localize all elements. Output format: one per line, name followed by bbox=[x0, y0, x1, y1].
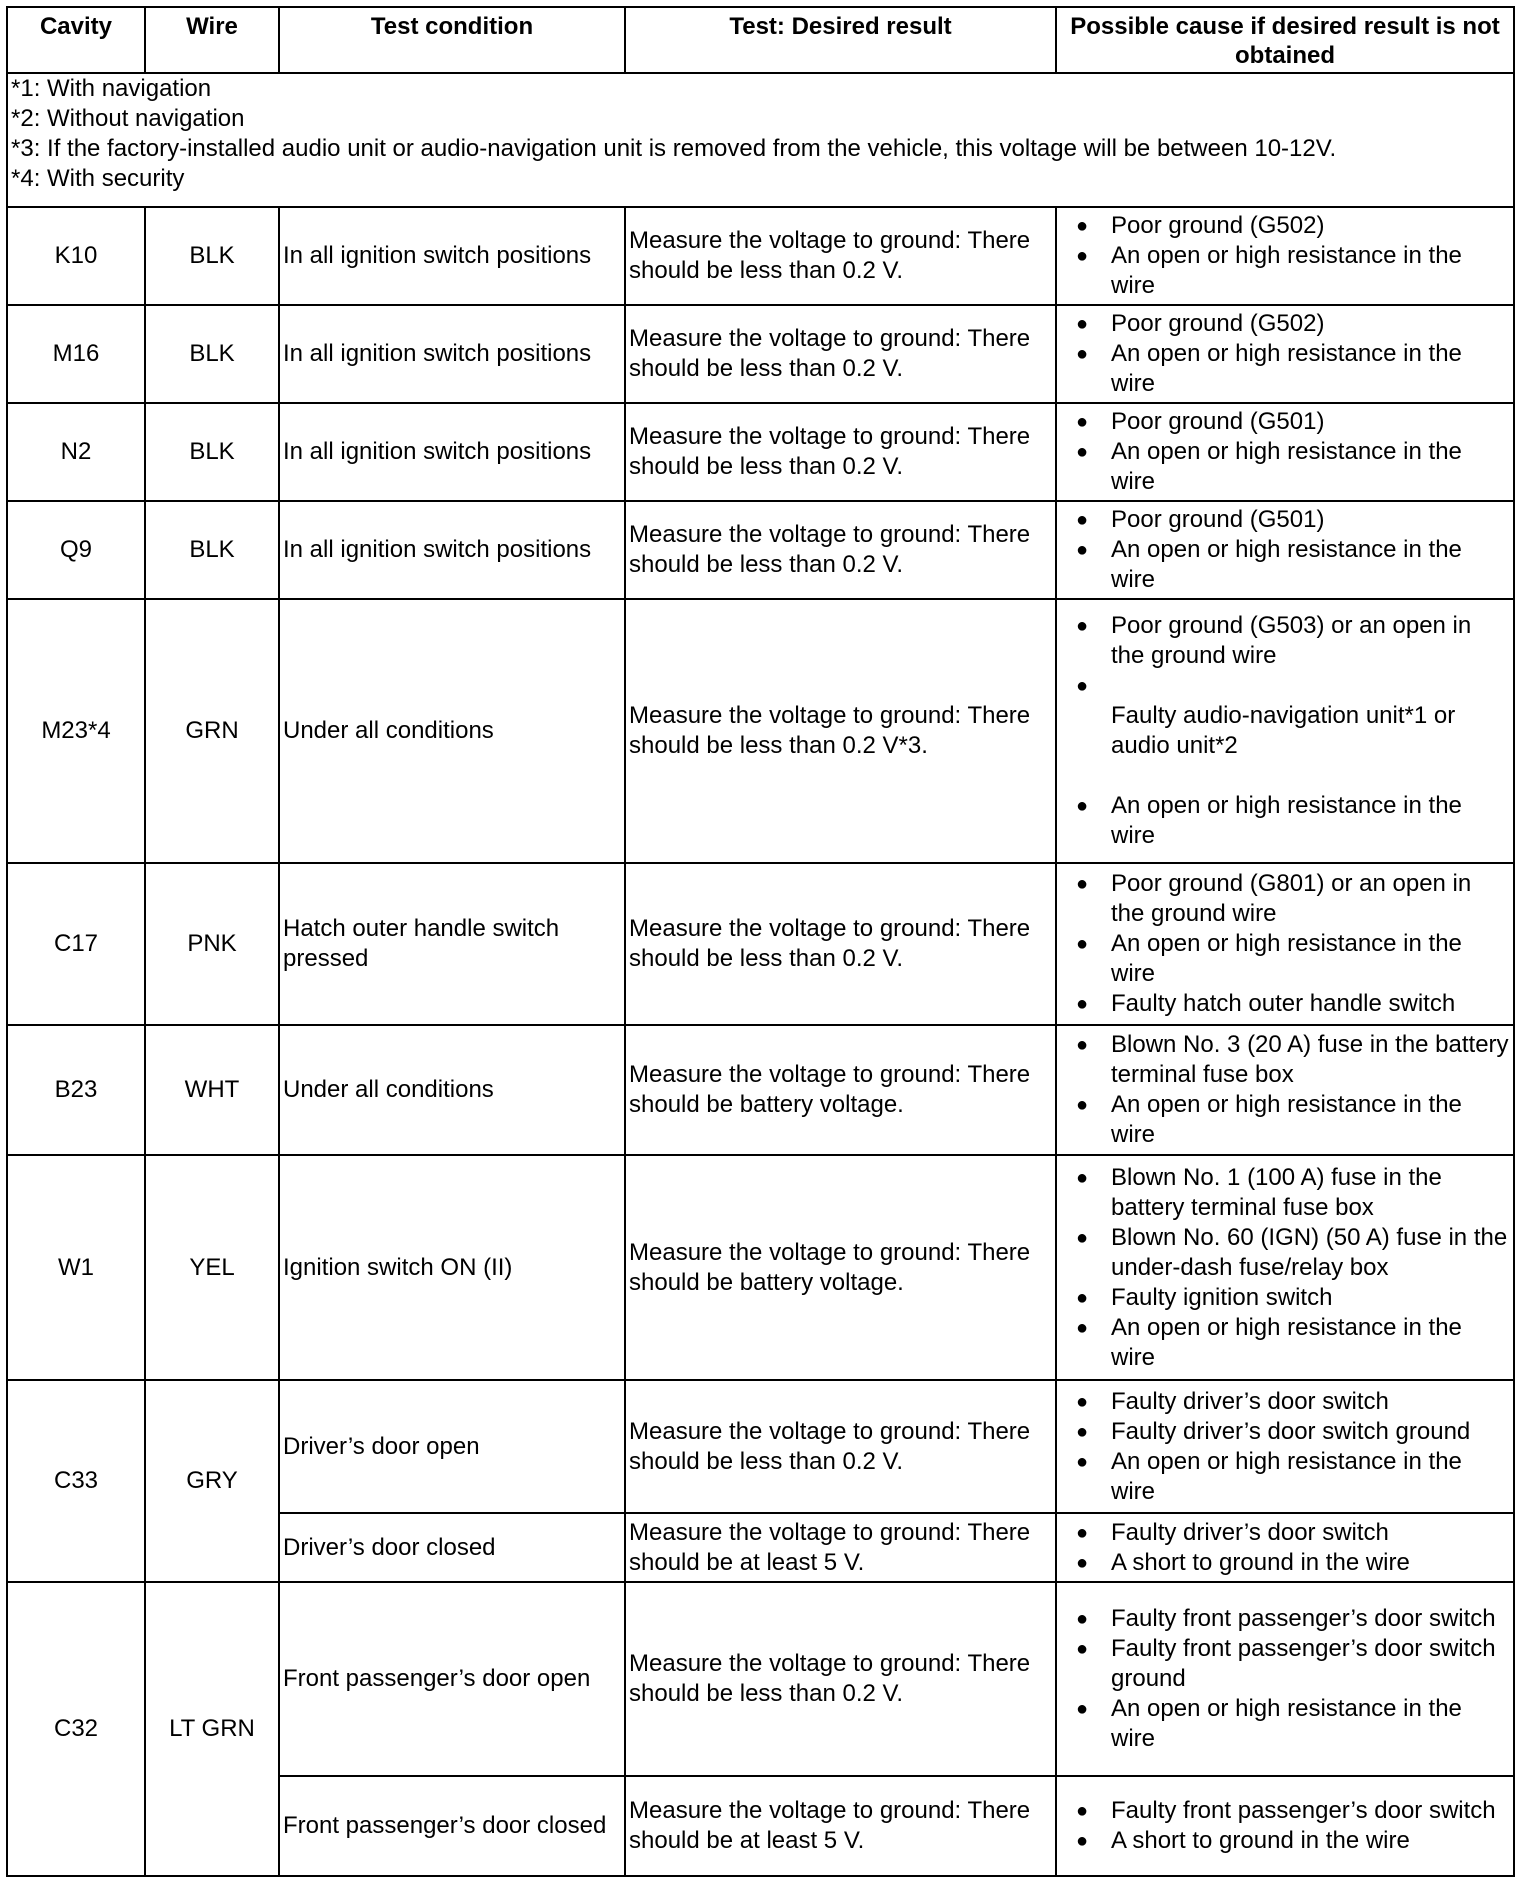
cause-list bbox=[1060, 1604, 1510, 1754]
cause-item: ● An open or high resistance in the wire bbox=[1074, 437, 1510, 497]
wire-cell: GRY bbox=[145, 1380, 279, 1582]
footnote-1: *1: With navigation bbox=[11, 75, 212, 102]
table-row bbox=[7, 1025, 1514, 1155]
cause-item: ● A short to ground in the wire bbox=[1074, 1826, 1510, 1856]
result-cell: Measure the voltage to ground: There should be less than 0.2 V. bbox=[625, 501, 1056, 599]
document-page bbox=[6, 6, 1513, 1877]
cause-item: ● Poor ground (G502) bbox=[1074, 309, 1510, 339]
cause-item: ● Blown No. 3 (20 A) fuse in the battery terminal fuse box bbox=[1074, 1030, 1510, 1090]
cavity-cell: K10 bbox=[7, 207, 145, 305]
notes-row bbox=[7, 73, 1514, 207]
table-row bbox=[7, 863, 1514, 1025]
cause-item-text: Faulty audio-navigation unit*1 or audio unit*2 bbox=[1111, 702, 1456, 759]
table-row bbox=[7, 599, 1514, 863]
troubleshooting-table bbox=[6, 6, 1515, 1877]
cavity-cell: C32 bbox=[7, 1582, 145, 1876]
cause-cell bbox=[1056, 403, 1514, 501]
header-cavity: Cavity bbox=[7, 7, 145, 73]
condition-cell: Under all conditions bbox=[279, 599, 625, 863]
condition-cell: Front passenger’s door closed bbox=[279, 1776, 625, 1876]
cause-cell bbox=[1056, 207, 1514, 305]
condition-cell: Driver’s door closed bbox=[279, 1513, 625, 1582]
wire-cell: BLK bbox=[145, 501, 279, 599]
cause-item: ● An open or high resistance in the wire bbox=[1074, 1694, 1510, 1754]
condition-cell: In all ignition switch positions bbox=[279, 207, 625, 305]
cause-item: ● Faulty driver’s door switch ground bbox=[1074, 1417, 1510, 1447]
wire-cell: YEL bbox=[145, 1155, 279, 1380]
cause-list bbox=[1060, 611, 1510, 851]
cavity-cell: B23 bbox=[7, 1025, 145, 1155]
result-cell: Measure the voltage to ground: There should be less than 0.2 V. bbox=[625, 1582, 1056, 1776]
cause-item: ● Poor ground (G502) bbox=[1074, 211, 1510, 241]
cause-cell bbox=[1056, 1776, 1514, 1876]
cause-list bbox=[1060, 309, 1510, 399]
condition-cell: Under all conditions bbox=[279, 1025, 625, 1155]
condition-cell: Driver’s door open bbox=[279, 1380, 625, 1513]
table-row bbox=[7, 207, 1514, 305]
header-wire: Wire bbox=[145, 7, 279, 73]
wire-cell: PNK bbox=[145, 863, 279, 1025]
cause-cell bbox=[1056, 1582, 1514, 1776]
cause-item: ● Poor ground (G501) bbox=[1074, 407, 1510, 437]
cause-item: ● Faulty driver’s door switch bbox=[1074, 1518, 1510, 1548]
cavity-cell: C33 bbox=[7, 1380, 145, 1582]
cause-item: ● An open or high resistance in the wire bbox=[1074, 1090, 1510, 1150]
result-cell: Measure the voltage to ground: There should be at least 5 V. bbox=[625, 1513, 1056, 1582]
cause-item: ● Faulty driver’s door switch bbox=[1074, 1387, 1510, 1417]
cause-list bbox=[1060, 1387, 1510, 1507]
wire-cell: BLK bbox=[145, 207, 279, 305]
cause-item: ● Faulty front passenger’s door switch bbox=[1074, 1796, 1510, 1826]
footnote-4: *4: With security bbox=[11, 165, 185, 192]
result-cell: Measure the voltage to ground: There should be less than 0.2 V. bbox=[625, 403, 1056, 501]
table-row bbox=[7, 1380, 1514, 1513]
cause-list bbox=[1060, 211, 1510, 301]
cause-list bbox=[1060, 407, 1510, 497]
cause-cell bbox=[1056, 1380, 1514, 1513]
result-cell: Measure the voltage to ground: There should be less than 0.2 V. bbox=[625, 863, 1056, 1025]
condition-cell: Hatch outer handle switch pressed bbox=[279, 863, 625, 1025]
cause-item: ● Blown No. 60 (IGN) (50 A) fuse in the under-dash fuse/relay box bbox=[1074, 1223, 1510, 1283]
condition-cell: Ignition switch ON (II) bbox=[279, 1155, 625, 1380]
cause-list bbox=[1060, 1518, 1510, 1578]
cause-item: ● Faulty front passenger’s door switch bbox=[1074, 1604, 1510, 1634]
cause-cell bbox=[1056, 1025, 1514, 1155]
cause-item: ● Faulty front passenger’s door switch ground bbox=[1074, 1634, 1510, 1694]
result-cell: Measure the voltage to ground: There should be less than 0.2 V. bbox=[625, 207, 1056, 305]
header-test-condition: Test condition bbox=[279, 7, 625, 73]
cavity-cell: Q9 bbox=[7, 501, 145, 599]
cause-list bbox=[1060, 505, 1510, 595]
cause-list bbox=[1060, 1163, 1510, 1373]
header-possible-cause: Possible cause if desired result is not obtained bbox=[1056, 7, 1514, 73]
footnote-2: *2: Without navigation bbox=[11, 105, 245, 132]
result-cell: Measure the voltage to ground: There should be less than 0.2 V. bbox=[625, 305, 1056, 403]
cavity-cell: W1 bbox=[7, 1155, 145, 1380]
cause-item bbox=[1074, 671, 1510, 791]
cause-cell bbox=[1056, 599, 1514, 863]
condition-cell: In all ignition switch positions bbox=[279, 305, 625, 403]
cause-item: ● A short to ground in the wire bbox=[1074, 1548, 1510, 1578]
cause-cell bbox=[1056, 501, 1514, 599]
cause-list bbox=[1060, 869, 1510, 1019]
cause-cell bbox=[1056, 1513, 1514, 1582]
table-row bbox=[7, 501, 1514, 599]
wire-cell: LT GRN bbox=[145, 1582, 279, 1876]
cavity-cell: M16 bbox=[7, 305, 145, 403]
cause-item: ● An open or high resistance in the wire bbox=[1074, 929, 1510, 989]
cause-item: ● Poor ground (G501) bbox=[1074, 505, 1510, 535]
cause-item: ● An open or high resistance in the wire bbox=[1074, 1447, 1510, 1507]
table-row bbox=[7, 1582, 1514, 1776]
cause-item: ● Poor ground (G503) or an open in the ground wire bbox=[1074, 611, 1510, 671]
result-cell: Measure the voltage to ground: There should be battery voltage. bbox=[625, 1155, 1056, 1380]
condition-cell: In all ignition switch positions bbox=[279, 501, 625, 599]
cavity-cell: M23*4 bbox=[7, 599, 145, 863]
footnote-3: *3: If the factory-installed audio unit or audio-navigation unit is removed from the vehicle, this voltage will be between 10-12V. bbox=[11, 135, 1337, 162]
cause-item: ● Faulty hatch outer handle switch bbox=[1074, 989, 1510, 1019]
cause-cell bbox=[1056, 305, 1514, 403]
footnotes-cell bbox=[7, 73, 1514, 207]
header-desired-result: Test: Desired result bbox=[625, 7, 1056, 73]
result-cell: Measure the voltage to ground: There should be at least 5 V. bbox=[625, 1776, 1056, 1876]
cavity-cell: N2 bbox=[7, 403, 145, 501]
cause-item: ● An open or high resistance in the wire bbox=[1074, 1313, 1510, 1373]
cause-list bbox=[1060, 1030, 1510, 1150]
cause-item: ● Blown No. 1 (100 A) fuse in the battery terminal fuse box bbox=[1074, 1163, 1510, 1223]
cause-item: ● An open or high resistance in the wire bbox=[1074, 791, 1510, 851]
header-row bbox=[7, 7, 1514, 73]
table-row bbox=[7, 403, 1514, 501]
condition-cell: In all ignition switch positions bbox=[279, 403, 625, 501]
cause-item: ● An open or high resistance in the wire bbox=[1074, 241, 1510, 301]
cause-list bbox=[1060, 1796, 1510, 1856]
condition-cell: Front passenger’s door open bbox=[279, 1582, 625, 1776]
wire-cell: BLK bbox=[145, 305, 279, 403]
result-cell: Measure the voltage to ground: There should be less than 0.2 V. bbox=[625, 1380, 1056, 1513]
cavity-cell: C17 bbox=[7, 863, 145, 1025]
wire-cell: BLK bbox=[145, 403, 279, 501]
cause-item: ● An open or high resistance in the wire bbox=[1074, 535, 1510, 595]
result-cell: Measure the voltage to ground: There should be less than 0.2 V*3. bbox=[625, 599, 1056, 863]
table-row bbox=[7, 305, 1514, 403]
cause-item: ● Faulty ignition switch bbox=[1074, 1283, 1510, 1313]
cause-item: ● Poor ground (G801) or an open in the ground wire bbox=[1074, 869, 1510, 929]
wire-cell: WHT bbox=[145, 1025, 279, 1155]
cause-cell bbox=[1056, 1155, 1514, 1380]
cause-cell bbox=[1056, 863, 1514, 1025]
wire-cell: GRN bbox=[145, 599, 279, 863]
result-cell: Measure the voltage to ground: There should be battery voltage. bbox=[625, 1025, 1056, 1155]
cause-item: ● An open or high resistance in the wire bbox=[1074, 339, 1510, 399]
table-row bbox=[7, 1155, 1514, 1380]
